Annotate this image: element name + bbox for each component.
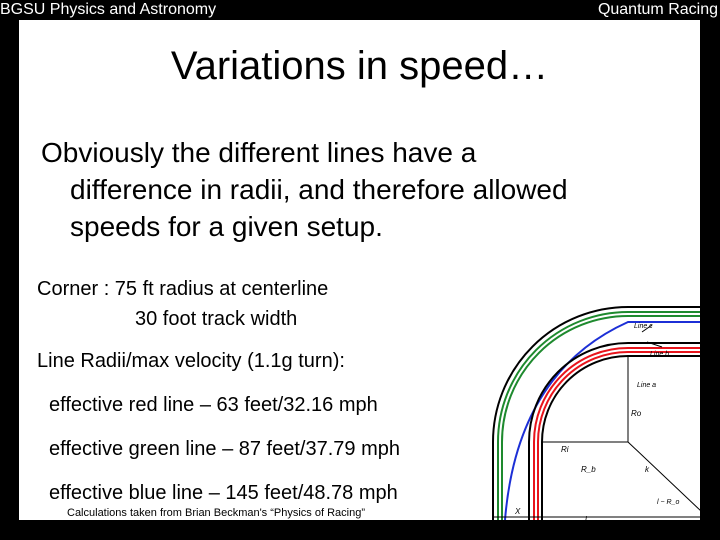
slide — [19, 20, 700, 520]
intro-line-1: Obviously the different lines have a — [41, 137, 477, 168]
slide-title: Variations in speed… — [170, 44, 549, 88]
label-ri: Ri — [561, 445, 569, 454]
label-l: l — [585, 515, 587, 520]
track-width-text: 30 foot track width — [135, 308, 298, 330]
label-x: X — [515, 507, 521, 516]
intro-paragraph — [41, 134, 681, 245]
green-line-text: effective green line – 87 feet/37.79 mph — [49, 438, 400, 460]
label-rb: R_b — [581, 465, 596, 474]
label-line-c: Line c — [634, 323, 653, 330]
label-ro: Ro — [631, 409, 642, 418]
line-radii-heading: Line Radii/max velocity (1.1g turn): — [37, 350, 345, 372]
source-note: Calculations taken from Brian Beckman's “Physics of Racing” — [67, 507, 365, 519]
track-inner-edge-2 — [542, 356, 700, 520]
header-left-text: BGSU Physics and Astronomy — [0, 1, 217, 18]
corner-radius-text: Corner : 75 ft radius at centerline — [37, 278, 329, 300]
intro-line-3: speeds for a given setup. — [70, 211, 383, 242]
track-inner-edge — [529, 343, 700, 520]
label-k: k — [645, 465, 649, 474]
header-right-text: Quantum Racing — [597, 1, 718, 18]
label-line-a: Line a — [637, 382, 657, 389]
intro-line-2: difference in radii, and therefore allowed — [70, 174, 568, 205]
red-line-2 — [538, 352, 700, 520]
label-l-minus-ro: l − R_o — [657, 499, 680, 506]
red-line-text: effective red line – 63 feet/32.16 mph — [49, 394, 378, 416]
label-line-b: Line b — [650, 351, 670, 358]
racing-line-diagram — [477, 292, 700, 520]
blue-line-text: effective blue line – 145 feet/48.78 mph — [49, 482, 398, 504]
